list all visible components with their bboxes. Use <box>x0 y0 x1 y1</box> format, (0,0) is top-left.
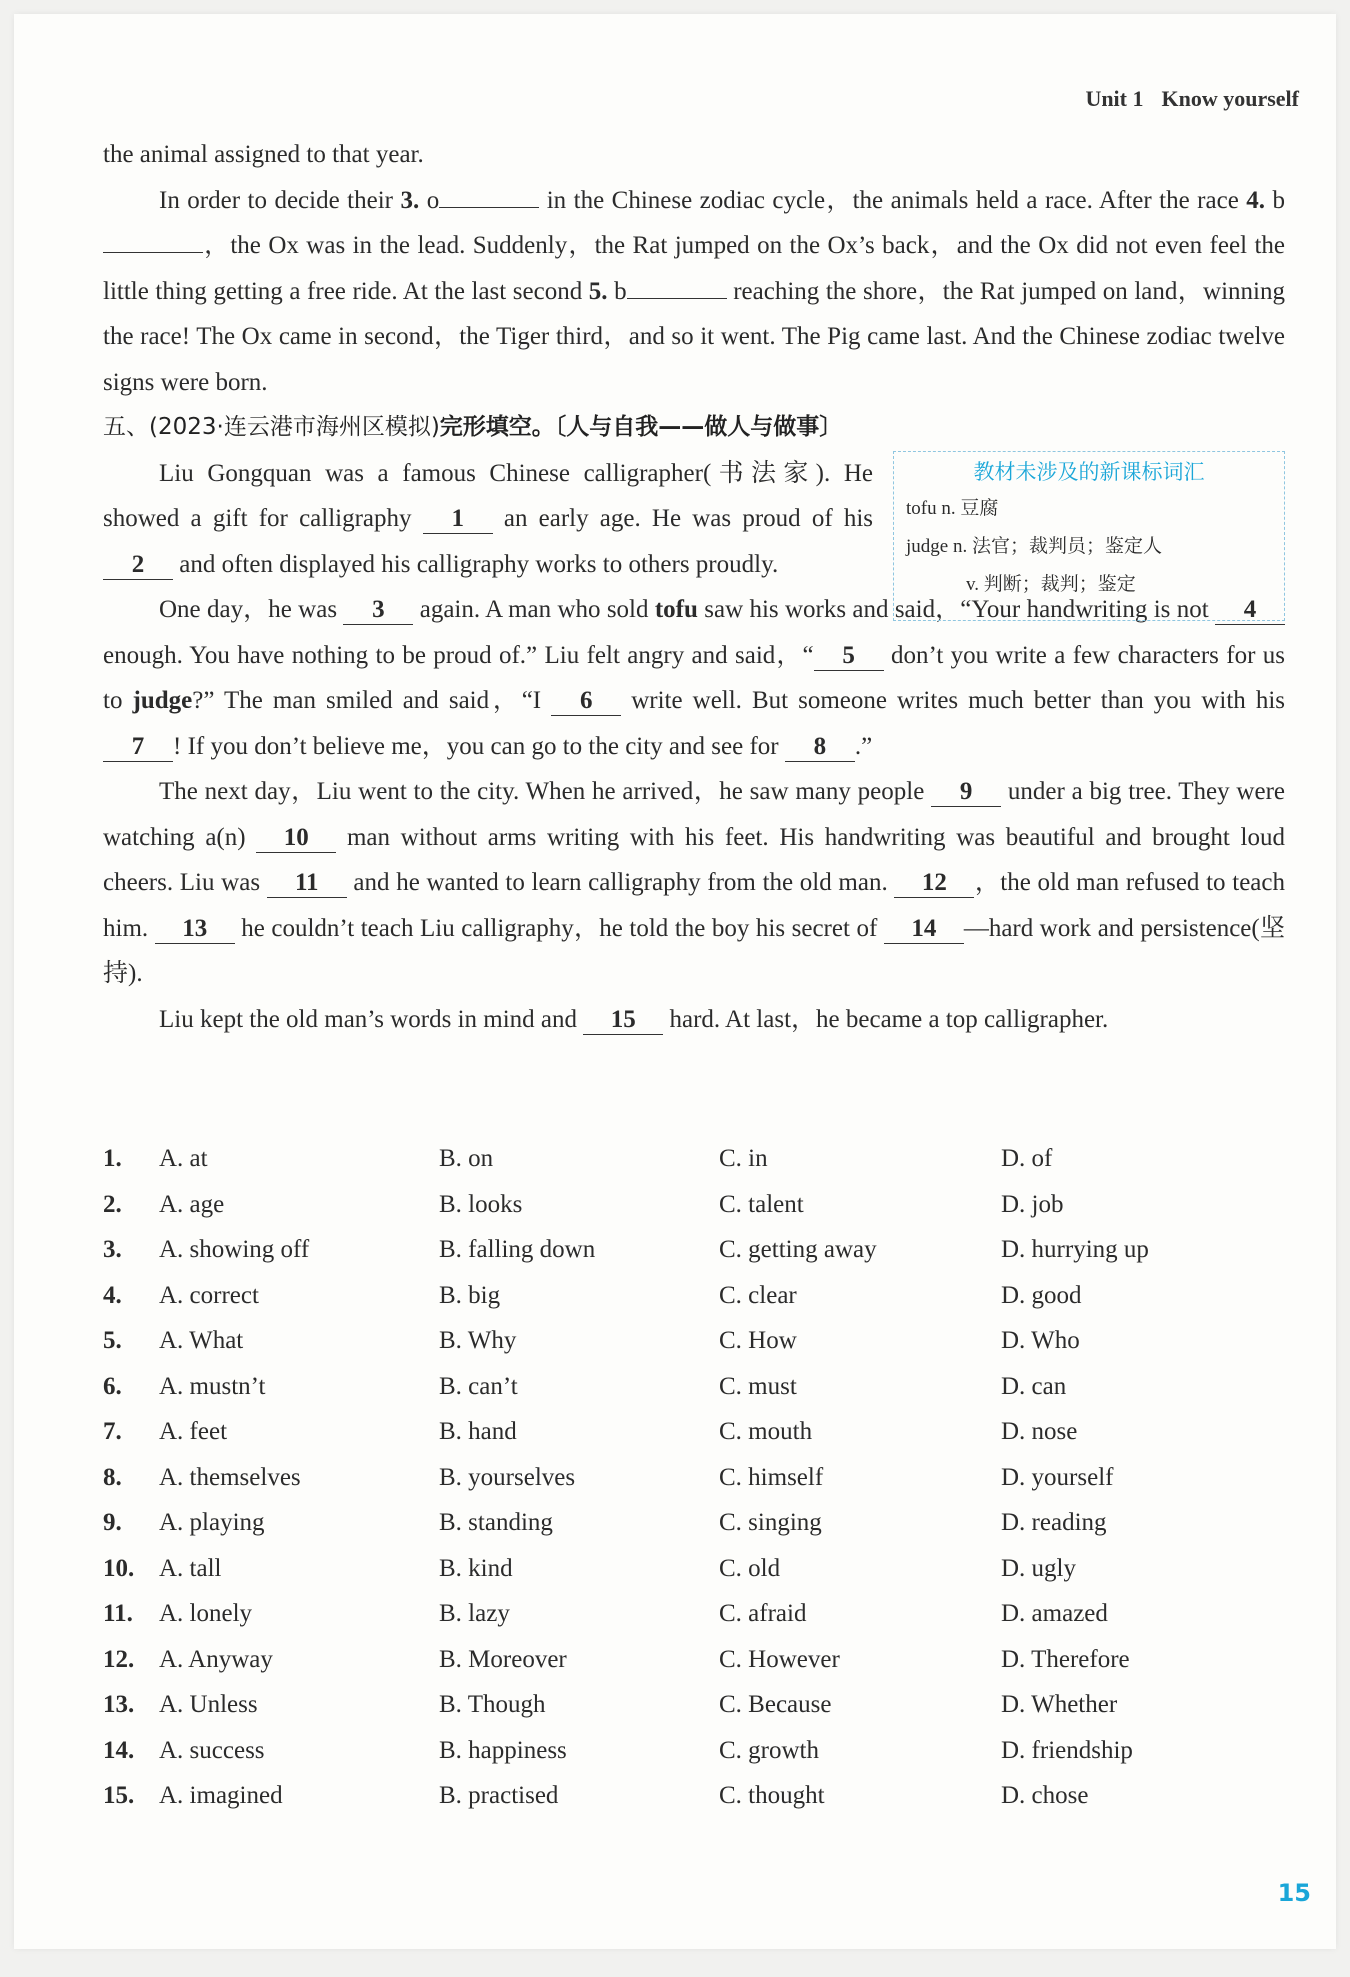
option-row <box>103 1546 1285 1592</box>
option-b[interactable]: B. lazy <box>439 1600 510 1627</box>
vocabulary-title: 教材未涉及的新课标词汇 <box>973 459 1205 484</box>
cloze-blank-6[interactable]: 6 <box>551 687 621 716</box>
option-d[interactable]: D. ugly <box>1001 1554 1076 1582</box>
option-d[interactable]: D. yourself <box>1001 1463 1114 1491</box>
cloze-blank-5[interactable]: 5 <box>814 642 884 671</box>
question-number: 7. <box>103 1418 122 1445</box>
passage-continuation: the animal assigned to that year. <box>103 141 424 168</box>
option-c[interactable]: C. himself <box>719 1463 824 1491</box>
option-d[interactable]: D. job <box>1001 1190 1064 1218</box>
option-row <box>103 1728 1285 1774</box>
question-number: 11. <box>103 1600 133 1627</box>
page-number: 15 <box>1277 1879 1311 1907</box>
option-b[interactable]: B. falling down <box>439 1236 596 1263</box>
header-title: Know yourself <box>1161 86 1299 111</box>
answer-blank[interactable] <box>439 207 539 208</box>
option-row <box>103 1455 1285 1501</box>
option-row <box>103 1227 1285 1273</box>
cloze-paragraph-4: Liu kept the old man’s words in mind and 15 hard. At last，he became a top calligrapher. <box>159 1005 1109 1033</box>
option-b[interactable]: B. hand <box>439 1418 517 1445</box>
option-b[interactable]: B. happiness <box>439 1736 567 1764</box>
option-b[interactable]: B. big <box>439 1281 501 1309</box>
option-a[interactable]: A. What <box>159 1327 244 1354</box>
option-c[interactable]: C. talent <box>719 1190 804 1218</box>
question-number: 10. <box>103 1554 135 1582</box>
option-c[interactable]: C. thought <box>719 1782 825 1809</box>
page-body <box>103 132 1285 1042</box>
section-heading: 五、(2023·连云港市海州区模拟)完形填空。〔人与自我——做人与做事〕 <box>103 414 843 440</box>
cloze-blank-9[interactable]: 9 <box>931 778 1001 807</box>
option-row <box>103 1591 1285 1637</box>
option-a[interactable]: A. success <box>159 1736 265 1764</box>
option-b[interactable]: B. Why <box>439 1327 517 1354</box>
answer-options <box>103 1136 1285 1819</box>
question-number: 5. <box>103 1327 122 1354</box>
option-a[interactable]: A. feet <box>159 1418 228 1445</box>
option-row <box>103 1773 1285 1819</box>
option-b[interactable]: B. looks <box>439 1190 523 1218</box>
option-c[interactable]: C. growth <box>719 1736 819 1764</box>
question-number: 13. <box>103 1691 135 1718</box>
option-b[interactable]: B. Though <box>439 1691 546 1718</box>
option-b[interactable]: B. yourselves <box>439 1463 576 1491</box>
cloze-blank-2[interactable]: 2 <box>103 551 173 580</box>
option-c[interactable]: C. clear <box>719 1281 797 1309</box>
option-d[interactable]: D. reading <box>1001 1509 1107 1536</box>
question-number: 14. <box>103 1736 135 1764</box>
option-row <box>103 1182 1285 1228</box>
option-a[interactable]: A. themselves <box>159 1463 301 1491</box>
option-row <box>103 1318 1285 1364</box>
option-b[interactable]: B. practised <box>439 1782 559 1809</box>
cloze-blank-13[interactable]: 13 <box>155 915 235 944</box>
cloze-blank-10[interactable]: 10 <box>256 824 336 853</box>
question-number: 6. <box>103 1372 122 1400</box>
option-a[interactable]: A. mustn’t <box>159 1372 266 1400</box>
option-d[interactable]: D. friendship <box>1001 1736 1133 1764</box>
cloze-blank-15[interactable]: 15 <box>583 1006 663 1035</box>
option-d[interactable]: D. chose <box>1001 1782 1089 1809</box>
question-number: 3. <box>103 1236 122 1263</box>
option-c[interactable]: C. must <box>719 1372 797 1400</box>
option-a[interactable]: A. at <box>159 1145 208 1172</box>
option-d[interactable]: D. of <box>1001 1145 1053 1172</box>
option-a[interactable]: A. tall <box>159 1554 222 1582</box>
option-c[interactable]: C. How <box>719 1327 797 1354</box>
cloze-paragraph-2: One day，he was 3 again. A man who sold tofu saw his works and said，“Your handwriting is not 4 enough. You have nothing to be proud of.” Liu felt angry and said，“ 5 don’t you write a few characters for us to judge?” The man smiled and said，“I 6 write well. But someone writes much better than you with his 7 ! If you don’t believe me，you can go to the city and see for 8 .” <box>103 596 1286 760</box>
cloze-blank-1[interactable]: 1 <box>423 505 493 534</box>
running-header <box>1085 86 1299 112</box>
option-a[interactable]: A. correct <box>159 1281 259 1309</box>
option-row <box>103 1273 1285 1319</box>
answer-blank[interactable] <box>103 252 203 253</box>
option-a[interactable]: A. showing off <box>159 1236 310 1263</box>
option-c[interactable]: C. old <box>719 1554 781 1582</box>
option-d[interactable]: D. hurrying up <box>1001 1236 1149 1263</box>
question-number: 5. <box>588 277 608 305</box>
option-d[interactable]: D. can <box>1001 1372 1067 1400</box>
option-row <box>103 1682 1285 1728</box>
answer-blank[interactable] <box>627 298 727 299</box>
vocab-entry: v. 判断；裁判；鉴定 <box>966 573 1136 595</box>
cloze-blank-12[interactable]: 12 <box>894 869 974 898</box>
option-d[interactable]: D. Who <box>1001 1327 1080 1354</box>
option-row <box>103 1637 1285 1683</box>
option-a[interactable]: A. playing <box>159 1509 265 1536</box>
question-number: 8. <box>103 1463 122 1491</box>
question-number: 4. <box>1246 186 1266 214</box>
cloze-blank-7[interactable]: 7 <box>103 733 173 762</box>
option-d[interactable]: D. amazed <box>1001 1600 1108 1627</box>
option-row <box>103 1136 1285 1182</box>
option-c[interactable]: C. singing <box>719 1509 822 1536</box>
cloze-paragraph-3: The next day，Liu went to the city. When he arrived，he saw many people 9 under a big tree. They were watching a(n) 10 man without arms writing with his feet. His handwriting was beautiful and brought loud cheers. Liu was 11 and he wanted to learn calligraphy from the old man. 12 ，the old man refused to teach him. 13 he couldn’t teach Liu calligraphy，he told the boy his secret of 14 —hard work and persistence(坚持). <box>103 778 1286 987</box>
workbook-page <box>14 14 1336 1949</box>
vocab-entry: tofu n. 豆腐 <box>906 497 999 519</box>
cloze-intro <box>103 451 1285 595</box>
option-row <box>103 1500 1285 1546</box>
question-number: 9. <box>103 1509 122 1536</box>
cloze-paragraph-1: Liu Gongquan was a famous Chinese calligrapher(书法家). He showed a gift for calligraphy 1 an early age. He was proud of his 2 and often displayed his calligraphy works to others proudly. <box>103 459 874 578</box>
question-number: 15. <box>103 1782 135 1809</box>
cloze-blank-4[interactable]: 4 <box>1215 596 1285 625</box>
option-c[interactable]: C. getting away <box>719 1236 877 1263</box>
option-c[interactable]: C. However <box>719 1645 840 1673</box>
cloze-blank-14[interactable]: 14 <box>884 915 964 944</box>
option-d[interactable]: D. nose <box>1001 1418 1078 1445</box>
option-d[interactable]: D. Whether <box>1001 1691 1118 1718</box>
option-a[interactable]: A. Unless <box>159 1691 258 1718</box>
option-d[interactable]: D. Therefore <box>1001 1645 1130 1673</box>
cloze-blank-11[interactable]: 11 <box>267 869 347 898</box>
vocab-entry: judge n. 法官；裁判员；鉴定人 <box>906 535 1162 557</box>
option-a[interactable]: A. age <box>159 1190 225 1218</box>
question-number: 2. <box>103 1190 122 1218</box>
header-unit: Unit 1 <box>1085 86 1144 111</box>
vocabulary-box <box>893 451 1285 621</box>
question-number: 1. <box>103 1145 122 1172</box>
option-a[interactable]: A. lonely <box>159 1600 253 1627</box>
option-c[interactable]: C. Because <box>719 1691 832 1718</box>
question-number: 4. <box>103 1281 122 1309</box>
passage-paragraph: In order to decide their 3. o in the Chinese zodiac cycle，the animals held a race. After the race 4. b，the Ox was in the lead. Suddenly，the Rat jumped on the Ox’s back，and the Ox did not even feel the little thing getting a free ride. At the last second 5. b reaching the shore，the Rat jumped on land，winning the race! The Ox came in second，the Tiger third，and so it went. The Pig came last. And the Chinese zodiac twelve signs were born. <box>103 186 1286 396</box>
cloze-blank-3[interactable]: 3 <box>343 596 413 625</box>
option-c[interactable]: C. afraid <box>719 1600 807 1627</box>
option-d[interactable]: D. good <box>1001 1281 1082 1309</box>
option-b[interactable]: B. can’t <box>439 1372 518 1400</box>
option-c[interactable]: C. in <box>719 1145 768 1172</box>
option-a[interactable]: A. imagined <box>159 1782 283 1809</box>
option-c[interactable]: C. mouth <box>719 1418 813 1445</box>
option-row <box>103 1364 1285 1410</box>
option-b[interactable]: B. on <box>439 1145 494 1172</box>
option-a[interactable]: A. Anyway <box>159 1645 273 1673</box>
option-b[interactable]: B. kind <box>439 1554 513 1582</box>
option-b[interactable]: B. Moreover <box>439 1645 567 1673</box>
cloze-blank-8[interactable]: 8 <box>785 733 855 762</box>
question-number: 3. <box>400 186 420 214</box>
option-row <box>103 1409 1285 1455</box>
question-number: 12. <box>103 1645 135 1673</box>
option-b[interactable]: B. standing <box>439 1509 553 1536</box>
